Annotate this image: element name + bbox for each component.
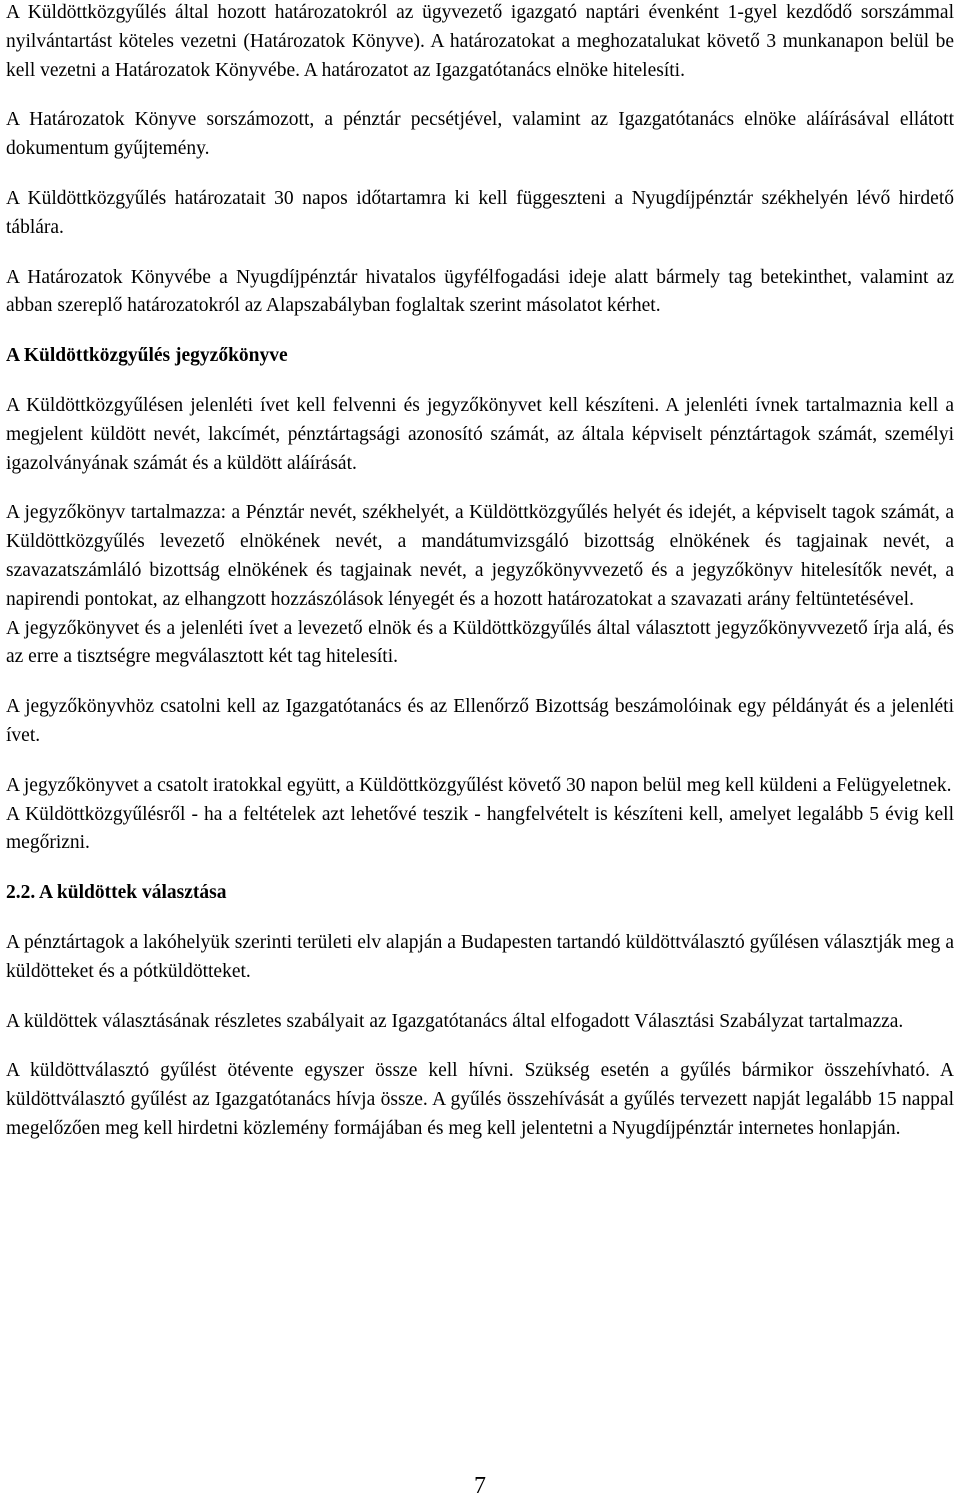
paragraph-minutes-attachments: A jegyzőkönyvhöz csatolni kell az Igazgatótanács és az Ellenőrző Bizottság beszámolóinak egy példányát és a jelenléti ívet. — [6, 696, 954, 746]
paragraph-delegate-election-basis: A pénztártagok a lakóhelyük szerinti területi elv alapján a Budapesten tartandó küldöttválasztó gyűlésen választják meg a küldötteket és a pótküldötteket. — [6, 931, 954, 982]
document-page — [6, 0, 954, 1144]
paragraph-register-access: A Határozatok Könyvébe a Nyugdíjpénztár hivatalos ügyfélfogadási ideje alatt bármely tag betekinthet, valamint az abban szereplő határozatokról az Alapszabályban foglaltak szerint másolatot kérhet. — [6, 266, 954, 317]
paragraph-attendance-sheet: A Küldöttközgyűlésen jelenléti ívet kell felvenni és jegyzőkönyvet kell készíteni. A jelenléti ívnek tartalmaznia kell a megjelent küldött nevét, lakcímét, pénztártagsági azonosító számát, az általa képviselt pénztártagok számát, személyi igazolványának számát és a küldött aláírását. — [6, 394, 954, 474]
section-heading-minutes: A Küldöttközgyűlés jegyzőkönyve — [6, 345, 288, 367]
paragraph-election-meeting: A küldöttválasztó gyűlést ötévente egyszer össze kell hívni. Szükség esetén a gyűlés bármikor összehívható. A küldöttválasztó gyűlést az Igazgatótanács hívja össze. A gyűlés összehívását a gyűlés tervezett napját legalább 15 nappal megelőzően meg kell hirdetni közlemény formájában és meg kell jelentetni a Nyugdíjpénztár internetes honlapján. — [6, 1060, 954, 1139]
section-heading-delegate-election: 2.2. A küldöttek választása — [6, 882, 227, 904]
paragraph-election-rules: A küldöttek választásának részletes szabályait az Igazgatótanács által elfogadott Választási Szabályzat tartalmazza. — [6, 1010, 904, 1032]
paragraph-audio-recording: A Küldöttközgyűlésről - ha a feltételek azt lehetővé teszik - hangfelvételt is készíteni kell, amelyet legalább 5 évig kell megőrizni. — [6, 803, 954, 854]
paragraph-minutes-signing: A jegyzőkönyvet és a jelenléti ívet a levezető elnök és a Küldöttközgyűlés által választott jegyzőkönyvvezető írja alá, és az erre a tisztségre megválasztott két tag hitelesíti. — [6, 617, 954, 668]
paragraph-minutes-content: A jegyzőkönyv tartalmazza: a Pénztár nevét, székhelyét, a Küldöttközgyűlés helyét és idejét, a képviselt tagok számát, a Küldöttközgyűlés levezető elnökének nevét, a mandátumvizsgáló bizottság elnökének és tagjainak nevét, a szavazatszámláló bizottság elnökének és tagjainak nevét, a jegyzőkönyvvezető és a jegyzőkönyv hitelesítők nevét, a napirendi pontokat, az elhangzott hozzászólások lényegét és a hozott határozatokat a szavazati arány feltüntetésével. — [6, 502, 954, 610]
paragraph-minutes-submission: A jegyzőkönyvet a csatolt iratokkal együtt, a Küldöttközgyűlést követő 30 napon belül meg kell küldeni a Felügyeletnek. — [6, 774, 952, 796]
page-number: 7 — [474, 1473, 486, 1499]
paragraph-resolutions-register: A Küldöttközgyűlés által hozott határozatokról az ügyvezető igazgató naptári évenként 1-gyel kezdődő sorszámmal nyilvántartást köteles vezetni (Határozatok Könyve). A határozatokat a meghozatalukat követő 3 munkanapon belül be kell vezetni a Határozatok Könyvébe. A határozatot az Igazgatótanács elnöke hitelesíti. — [6, 2, 954, 81]
paragraph-register-definition: A Határozatok Könyve sorszámozott, a pénztár pecsétjével, valamint az Igazgatótanács elnöke aláírásával ellátott dokumentum gyűjtemény. — [6, 109, 954, 160]
paragraph-posting-resolutions: A Küldöttközgyűlés határozatait 30 napos időtartamra ki kell függeszteni a Nyugdíjpénztár székhelyén lévő hirdető táblára. — [6, 187, 954, 238]
